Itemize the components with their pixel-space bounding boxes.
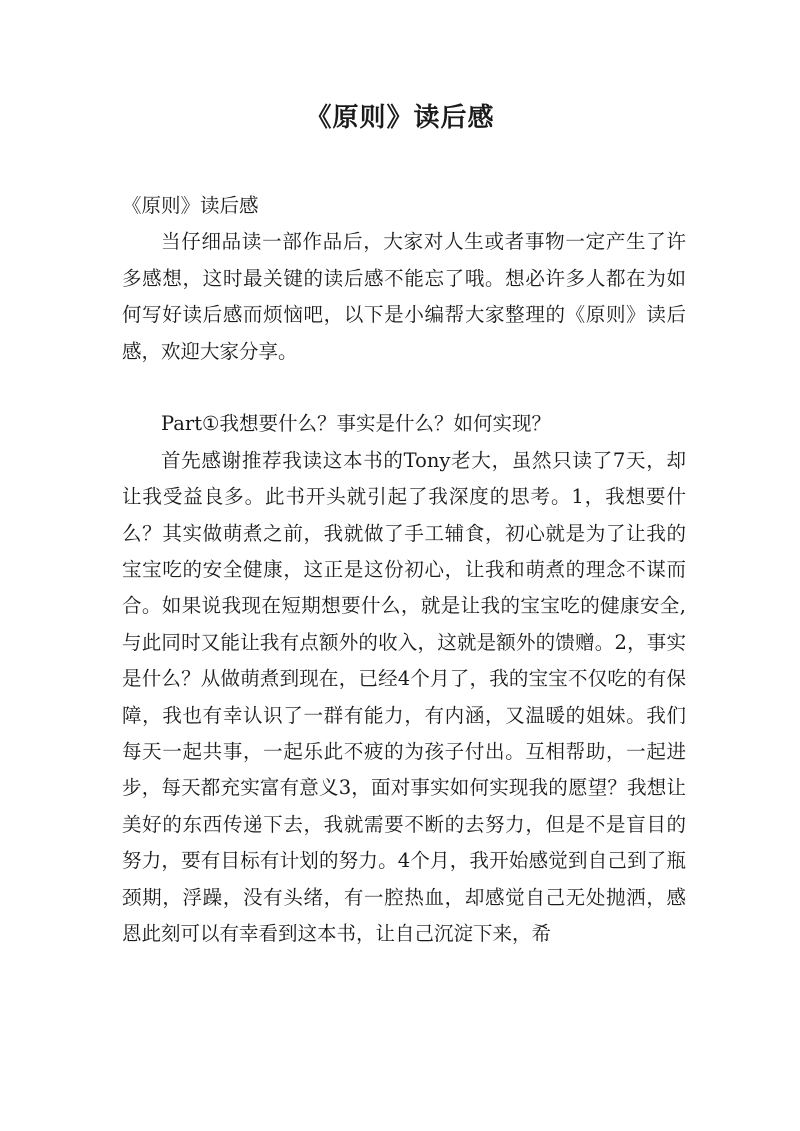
body-paragraph: 首先感谢推荐我读这本书的Tony老大，虽然只读了7天，却让我受益良多。此书开头就引起了我深度的思考。1，我想要什么？其实做萌煮之前，我就做了手工辅食，初心就是为了让我的宝宝吃的安全健康，这正是这份初心，让我和萌煮的理念不谋而合。如果说我现在短期想要什么，就是让我的宝宝吃的健康安全,与此同时又能让我有点额外的收入，这就是额外的馈赠。2，事实是什么？从做萌煮到现在，已经4个月了，我的宝宝不仅吃的有保障，我也有幸认识了一群有能力，有内涵，又温暖的姐妹。我们每天一起共事，一起乐此不疲的为孩子付出。互相帮助，一起进步，每天都充实富有意义3，面对事实如何实现我的愿望？我想让美好的东西传递下去，我就需要不断的去努力，但是不是盲目的努力，要有目标有计划的努力。4个月，我开始感觉到自己到了瓶颈期，浮躁，没有头绪，有一腔热血，却感觉自己无处抛洒，感恩此刻可以有幸看到这本书，让自己沉淀下来，希 [122, 448, 686, 946]
intro-paragraph: 当仔细品读一部作品后，大家对人生或者事物一定产生了许多感想，这时最关键的读后感不能忘了哦。想必许多人都在为如何写好读后感而烦恼吧，以下是小编帮大家整理的《原则》读后感，欢迎大家分享。 [122, 230, 686, 363]
blank-line [122, 370, 686, 406]
body-heading: 《原则》读后感 [122, 194, 259, 217]
document-title: 《原则》读后感 [305, 103, 495, 133]
document-body [122, 188, 686, 953]
section-heading: Part①我想要什么？事实是什么？如何实现？ [161, 412, 552, 436]
